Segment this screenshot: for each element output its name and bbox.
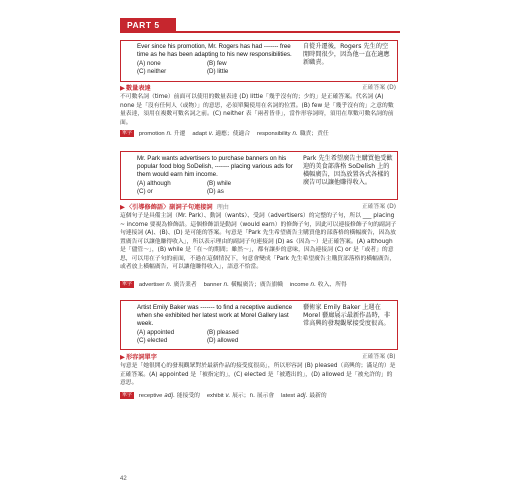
vocab-word: income <box>289 282 309 288</box>
vocab-row <box>120 130 334 138</box>
page-number: 42 <box>120 476 127 482</box>
question-text: Artist Emily Baker was ------- to find a receptive audience when she exhibited her latest work at Morel Gallery last week. <box>137 304 293 327</box>
vocab-word: receptive <box>138 393 163 399</box>
vocab-pos: adj. <box>164 393 175 399</box>
vocab-tag: 單字 <box>122 281 133 287</box>
part-header <box>120 18 400 36</box>
vocab-meaning: 廣告業者 <box>173 282 197 288</box>
explanation: 句意是「她很開心的發現觀眾對於最新作品的接受度很高」，所以形容詞 (B) pleased（高興的；滿足的）是正確答案。(A) appointed 是「被指定的」，(C) elected 是「被選出的」，(D) allowed 是「被允許的」的意思。 <box>120 363 396 386</box>
explanation: 不可數名詞（time）前面可以使用的數量表達 (D) little「幾乎沒有的；少的」是正確答案。代名詞 (A) none 是「沒有任何人（或物）」的意思，必須單獨使用在名詞的位置。(B) few 是「幾乎沒有的」之意的數量表達，須用在複數可數名詞之前。(C) neither 表「兩者皆非」，當作形容詞時，須用在單數可數名詞的前面。 <box>120 94 394 126</box>
vocab-word: banner <box>203 282 222 288</box>
question-box <box>120 151 398 200</box>
topic-heading <box>120 203 229 212</box>
vocab-word: promotion <box>138 131 165 137</box>
question-translation: 藝術家 Emily Baker 上週在 Morel 藝廊展示最新作品時，非常高興的發現觀眾接受度很高。 <box>303 304 391 327</box>
option-c: (C) neither <box>137 68 167 75</box>
vocab-meaning: 適應；使適合 <box>215 131 251 137</box>
question-box <box>120 300 398 350</box>
option-d: (D) allowed <box>207 337 239 344</box>
option-a: (A) although <box>137 180 171 187</box>
vocab-row <box>120 392 332 400</box>
vocab-pos: n. <box>292 131 298 137</box>
vocab-pos: n. <box>166 131 173 137</box>
vocab-pos: n. <box>223 282 230 288</box>
vocab-pos: v. <box>208 131 214 137</box>
topic-title: 數量表達 <box>126 85 151 92</box>
vocab-meaning: 收入、所得 <box>317 282 347 288</box>
vocab-word: responsibility <box>256 131 291 137</box>
option-d: (D) little <box>207 68 229 75</box>
vocab-word: exhibit <box>206 393 224 399</box>
vocab-meaning: 職責；責任 <box>299 131 329 137</box>
option-b: (B) while <box>207 180 232 187</box>
vocab-meaning: 橫幅廣告；廣告旗幟 <box>230 282 284 288</box>
topic-marker-icon: ▶ <box>120 353 125 361</box>
option-a: (A) appointed <box>137 329 175 336</box>
vocab-pos: n. <box>166 282 172 288</box>
question-text: Ever since his promotion, Mr. Rogers has had ------- free time as he has been adapting to his new responsibilities. <box>137 43 292 58</box>
topic-title: 形容詞單字 <box>126 354 157 361</box>
topic-title: 〈引導修飾語〉副詞子句連接詞 <box>126 204 213 211</box>
vocab-meaning: 最新的 <box>309 393 327 399</box>
vocab-tag: 單字 <box>122 130 133 136</box>
option-c: (C) elected <box>137 337 168 344</box>
part-rule <box>176 31 400 33</box>
explanation: 這個句子是具備主詞（Mr. Park）、動詞（wants）、受詞（advertisers）的完整的子句，所以 ___ placing ~ income 要視為修飾語。這個修飾語是動詞（would earn）的修飾子句，因此可以連接修飾子句的副詞子句連接詞 (A)、(B)、(D) 是可能的答案。句意是「Park 先生希望廣告主購買他的部落格的橫幅廣告，因為放置廣告可以讓他賺得收入」，所以表示理由的副詞子句連接詞 (D) as（因為～）是正確答案。(A) although 是「儘管～」，(B) while 是「在～的期間；雖然～」，都有讓步的意味，因為連接詞 (C) or 是「或者」的意思，可以用在子句的前面，不過在這個情況下，句意會變成「Park 先生希望廣告主購買部落格的橫幅廣告，或者放上橫幅廣告，可以讓他賺得收入」，語意不恰當。 <box>120 213 397 270</box>
question-options <box>137 329 277 345</box>
topic-suffix: 理由 <box>216 204 229 211</box>
vocab-pos: n. <box>310 282 316 288</box>
topic-marker-icon: ▶ <box>120 203 125 211</box>
question-options <box>137 60 277 76</box>
vocab-word: adapt <box>192 131 207 137</box>
option-b: (B) few <box>207 60 227 67</box>
question-box <box>120 40 398 82</box>
question-translation: Park 先生希望廣告主購買他受歡迎的美食部落格 SoDelish 上的橫幅廣告，因為放置各式各樣的廣告可以讓他賺得收入。 <box>303 155 393 186</box>
question-translation: 自從升遷後，Rogers 先生的空閒時間很少，因為他一直在適應新職責。 <box>303 43 390 66</box>
option-a: (A) none <box>137 60 161 67</box>
answer-label: 正確答案 (D) <box>362 204 397 210</box>
vocab-row <box>120 281 352 289</box>
question-options <box>137 180 277 196</box>
option-d: (D) as <box>207 188 224 195</box>
vocab-meaning: 能接受的 <box>176 393 200 399</box>
part-label: PART 5 <box>120 18 176 33</box>
question-text: Mr. Park wants advertisers to purchase banners on his popular food blog SoDelish, ------- placing various ads for them would earn him income. <box>137 155 293 178</box>
option-c: (C) or <box>137 188 153 195</box>
vocab-tag: 單字 <box>122 392 133 398</box>
vocab-pos: v. <box>225 393 231 399</box>
answer-label: 正確答案 (D) <box>362 85 397 91</box>
topic-marker-icon: ▶ <box>120 84 125 92</box>
answer-label: 正確答案 (B) <box>362 354 396 360</box>
option-b: (B) pleased <box>207 329 239 336</box>
topic-heading <box>120 353 157 362</box>
vocab-word: latest <box>281 393 295 399</box>
topic-heading <box>120 84 151 93</box>
vocab-meaning: 升遷 <box>173 131 186 137</box>
vocab-word: advertiser <box>138 282 165 288</box>
vocab-meaning: 展示；n. 展示會 <box>232 393 275 399</box>
vocab-pos: adj. <box>296 393 308 399</box>
